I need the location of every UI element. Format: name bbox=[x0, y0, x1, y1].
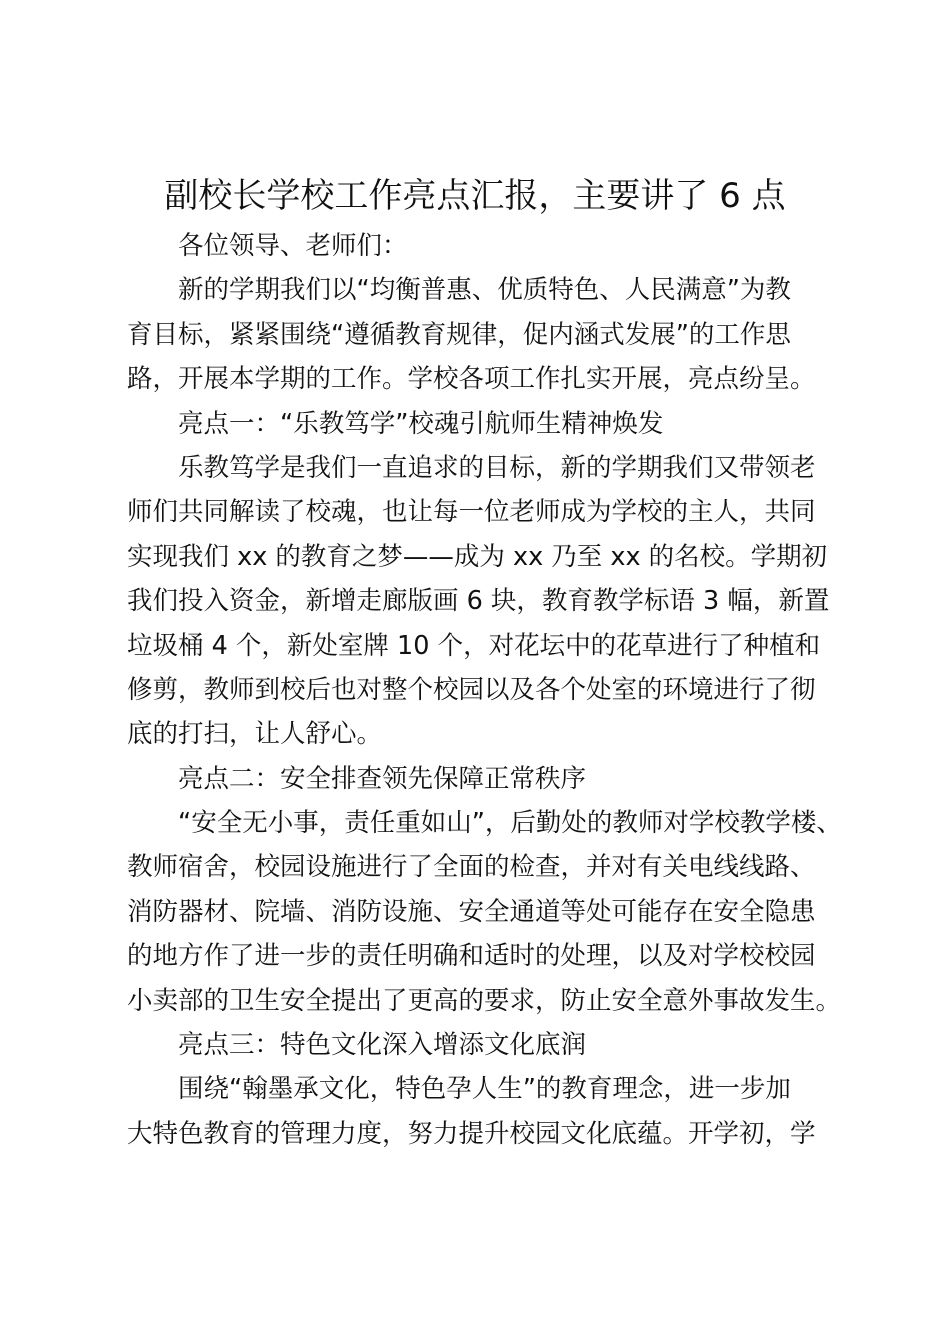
paragraph-line: 实现我们 xx 的教育之梦——成为 xx 乃至 xx 的名校。学期初 bbox=[127, 541, 828, 572]
paragraph-line: 教师宿舍，校园设施进行了全面的检查，并对有关电线线路、 bbox=[127, 852, 816, 883]
section-heading-1: 亮点一：“乐教笃学”校魂引航师生精神焕发 bbox=[178, 408, 664, 439]
paragraph-line: 消防器材、院墙、消防设施、安全通道等处可能存在安全隐患 bbox=[127, 896, 816, 927]
paragraph-line: 围绕“翰墨承文化，特色孕人生”的教育理念，进一步加 bbox=[178, 1074, 791, 1105]
paragraph-line: 师们共同解读了校魂，也让每一位老师成为学校的主人，共同 bbox=[127, 497, 816, 528]
document-body bbox=[127, 224, 847, 1156]
paragraph-line: 的地方作了进一步的责任明确和适时的处理，以及对学校校园 bbox=[127, 941, 816, 972]
paragraph-line: 底的打扫，让人舒心。 bbox=[127, 719, 383, 750]
paragraph-line: 小卖部的卫生安全提出了更高的要求，防止安全意外事故发生。 bbox=[127, 985, 842, 1016]
section-heading-3: 亮点三：特色文化深入增添文化底润 bbox=[178, 1030, 587, 1061]
paragraph-line: 我们投入资金，新增走廊版画 6 块，教育教学标语 3 幅，新置 bbox=[127, 586, 830, 617]
paragraph-line: “安全无小事，责任重如山”，后勤处的教师对学校教学楼、 bbox=[178, 808, 842, 839]
paragraph-line: 乐教笃学是我们一直追求的目标，新的学期我们又带领老 bbox=[178, 452, 816, 483]
greeting-line: 各位领导、老师们： bbox=[178, 231, 408, 261]
paragraph-line: 路，开展本学期的工作。学校各项工作扎实开展，亮点纷呈。 bbox=[127, 364, 816, 395]
section-heading-2: 亮点二：安全排查领先保障正常秩序 bbox=[178, 763, 587, 794]
paragraph-line: 修剪，教师到校后也对整个校园以及各个处室的环境进行了彻 bbox=[127, 674, 816, 705]
paragraph-line: 垃圾桶 4 个，新处室牌 10 个，对花坛中的花草进行了种植和 bbox=[127, 630, 821, 661]
paragraph-line: 育目标，紧紧围绕“遵循教育规律，促内涵式发展”的工作思 bbox=[127, 319, 791, 350]
document-title: 副校长学校工作亮点汇报，主要讲了 6 点 bbox=[164, 176, 786, 216]
paragraph-line: 新的学期我们以“均衡普惠、优质特色、人民满意”为教 bbox=[178, 275, 791, 306]
paragraph-line: 大特色教育的管理力度，努力提升校园文化底蕴。开学初，学 bbox=[127, 1118, 816, 1149]
